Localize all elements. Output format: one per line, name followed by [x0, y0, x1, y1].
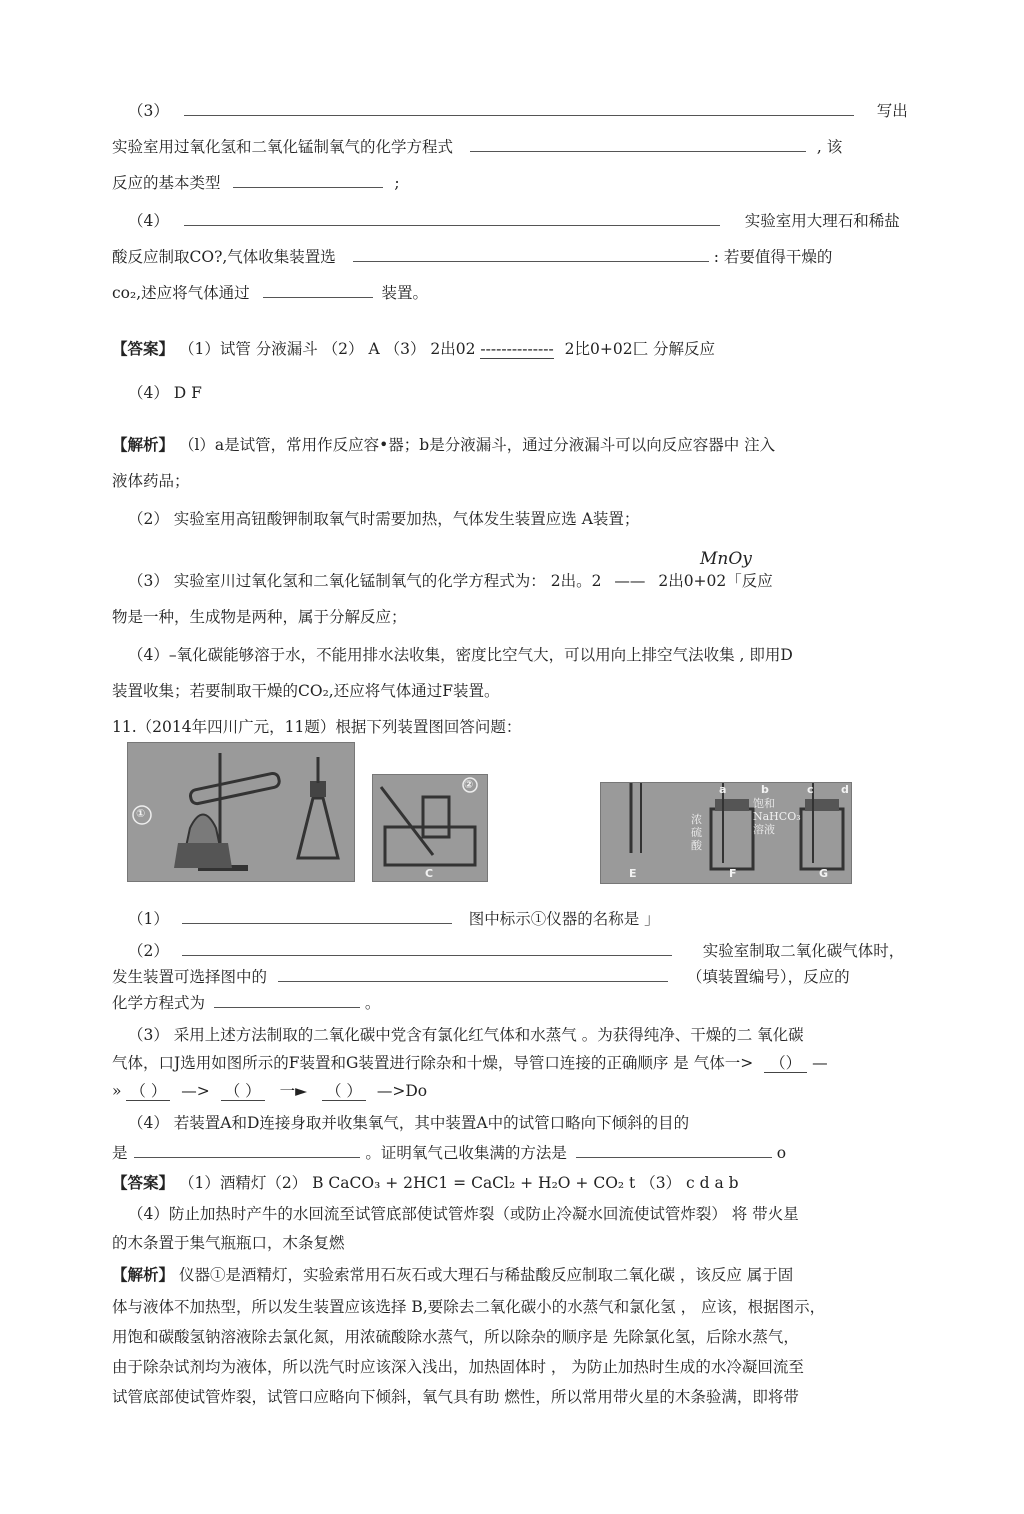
q11-part2-line1 [128, 940, 904, 962]
part-text: 图中标示①仪器的名称是 」 [468, 910, 660, 928]
answer-text: -------------- [480, 340, 554, 358]
analysis-text: 由于除杂试剂均为液体，所以洗气时应该深入浅出，加热固体时 ， 为防止加热时生成的水冷凝回流至 [112, 1358, 804, 1376]
label-f: F [729, 867, 737, 880]
analysis-label: 【解析】 [112, 435, 175, 454]
answer-blank[interactable] [184, 100, 854, 116]
q11-part2-line3 [112, 992, 380, 1014]
q11-analysis-line4 [112, 1356, 804, 1378]
q11-heading [112, 716, 521, 738]
label-saturated-nahco3: 饱和 NaHCO₃ 溶液 [753, 797, 801, 836]
part-text: 写出 [876, 102, 908, 120]
q10-analysis-line1 [112, 434, 775, 456]
q11-part2-line2 [112, 966, 850, 988]
analysis-text: 体与液体不加热型，所以发生装置应该选择 B,要除去二氧化碳小的水蒸气和氯化氢 ， 应该，根据图示， [112, 1298, 826, 1316]
q11-analysis-line1 [112, 1264, 793, 1286]
q10-analysis-line4 [128, 570, 773, 592]
part-text: 反应的基本类型 [112, 174, 221, 192]
analysis-text: （l）a是试管，常用作反应容•器；b是分液漏斗，通过分液漏斗可以向反应容器中 注入 [178, 436, 776, 454]
q11-answer-line2 [128, 1203, 799, 1225]
answer-blank[interactable] [353, 246, 709, 262]
q11-part4-line2 [112, 1142, 786, 1164]
answer-blank[interactable] [263, 282, 373, 298]
part-text: , 该 [816, 138, 843, 156]
part-text: co₂,述应将气体通过 [112, 284, 250, 302]
figure-apparatus-e-f-g [600, 782, 852, 884]
q11-part1 [128, 908, 660, 930]
answer-blank[interactable] [182, 940, 672, 956]
analysis-text: 2出0+02「反应 [658, 572, 773, 590]
q10-answer-line1 [112, 338, 715, 360]
analysis-label: 【解析】 [112, 1265, 175, 1284]
part-number: （4） [128, 212, 169, 230]
label-circle-1: ① [136, 807, 146, 820]
label-circle-2: ② [464, 778, 474, 791]
question-heading: 11.（2014年四川广元，11题）根据下列装置图回答问题： [112, 718, 522, 736]
figure-apparatus-a-b [127, 742, 355, 882]
answer-label: 【答案】 [112, 1173, 175, 1192]
q11-part3-line3 [112, 1080, 427, 1102]
reaction-catalyst [700, 548, 752, 570]
answer-blank[interactable] [233, 172, 383, 188]
answer-blank[interactable] [214, 992, 360, 1008]
apparatus-efg-drawing [601, 783, 851, 883]
answer-slot[interactable]: （ ） [126, 1082, 170, 1101]
q10-part3-line1 [128, 100, 908, 122]
reaction-arrow: —— [614, 572, 646, 590]
answer-blank[interactable] [184, 210, 720, 226]
q10-analysis-line3 [128, 508, 639, 530]
answer-blank[interactable] [182, 908, 452, 924]
part-text: 实验室用过氧化氢和二氧化锰制氧气的化学方程式 [112, 138, 454, 156]
connection-arrow: —> [181, 1082, 210, 1100]
q11-analysis-line2 [112, 1296, 825, 1318]
answer-text: （4）防止加热时产牛的水回流至试管底部使试管炸裂（或防止冷凝水回流使试管炸裂） 将 带火星 [128, 1205, 799, 1223]
q10-analysis-line2 [112, 470, 190, 492]
answer-text: （1）试管 分液漏斗 （2） A （3） 2出02 [178, 340, 476, 358]
part-text: 化学方程式为 [112, 994, 206, 1012]
q11-analysis-line3 [112, 1326, 799, 1348]
part-text: 装置。 [381, 284, 429, 302]
q11-part4-line1 [128, 1112, 689, 1134]
part-text: （4） 若装置A和D连接身取并收集氧气，其中装置A中的试管口略向下倾斜的目的 [128, 1114, 690, 1132]
q10-part4-line1 [128, 210, 900, 232]
q10-part4-line3 [112, 282, 428, 304]
q10-part4-line2 [112, 246, 832, 268]
label-c-tube: c [807, 783, 814, 796]
catalyst-formula: MnOy [700, 549, 752, 569]
q11-answer-line3 [112, 1232, 345, 1254]
analysis-text: 装置收集；若要制取干燥的CO₂,还应将气体通过F装置。 [112, 682, 500, 700]
part-text: : 若要值得干燥的 [713, 248, 833, 266]
analysis-text: （2） 实验室用高钮酸钾制取氧气时需要加热，气体发生装置应选 A装置； [128, 510, 640, 528]
label-g: G [819, 867, 829, 880]
part-text: （3） 采用上述方法制取的二氧化碳中党含有氯化红气体和水蒸气 。为获得纯净、干燥的二 氧化碳 [128, 1026, 804, 1044]
q11-answer-line1 [112, 1172, 739, 1194]
q10-part3-line3 [112, 172, 400, 194]
part-number: （3） [128, 102, 169, 120]
part-number: （2） [128, 942, 169, 960]
part-text: 实验室制取二氧化碳气体时， [702, 942, 905, 960]
answer-blank[interactable] [134, 1142, 360, 1158]
part-text: ; [394, 174, 400, 192]
part-text: o [776, 1144, 787, 1162]
answer-text: （1）酒精灯（2） B CaCO₃ + 2HC1 = CaCl₂ + H₂O + CO₂ t （3） c d a b [178, 1174, 739, 1192]
q10-part3-line2 [112, 136, 842, 158]
part-number: （1） [128, 910, 169, 928]
answer-text: 2比0+02匚 分解反应 [564, 340, 716, 358]
apparatus-a-b-drawing [128, 743, 354, 881]
analysis-text: 用饱和碳酸氢钠溶液除去氯化氮，用浓硫酸除水蒸气，所以除杂的顺序是 先除氯化氢，后除水蒸气， [112, 1328, 799, 1346]
part-text: （填装置编号），反应的 [686, 968, 850, 986]
part-text: 。证明氧气己收集满的方法是 [365, 1144, 567, 1162]
label-c: C [425, 867, 434, 880]
connection-arrow: —>Do [376, 1082, 428, 1100]
analysis-text: 试管底部使试管炸裂，试管口应略向下倾斜，氧气具有助 燃性，所以常用带火星的木条验满，即将带 [112, 1388, 799, 1406]
answer-blank[interactable] [470, 136, 806, 152]
part-text: 实验室用大理石和稀盐 [744, 212, 900, 230]
part-text: 气体，口J选用如图所示的F装置和G装置进行除杂和十燥，导管口连接的正确顺序 是 气体一> [112, 1054, 754, 1072]
answer-blank[interactable] [278, 966, 668, 982]
analysis-text: 物是一种，生成物是两种，属于分解反应； [112, 608, 407, 626]
label-concentrated-sulfuric-acid: 浓 硫 酸 [691, 813, 702, 852]
connection-arrow: » [112, 1082, 122, 1100]
q10-answer-line2 [128, 382, 202, 404]
part-text: 发生装置可选择图中的 [112, 968, 268, 986]
figure-apparatus-c [372, 774, 488, 882]
answer-text: 的木条置于集气瓶瓶口，木条复燃 [112, 1234, 345, 1252]
answer-label: 【答案】 [112, 339, 175, 358]
q10-analysis-line5 [112, 606, 407, 628]
q10-analysis-line7 [112, 680, 499, 702]
part-text: 。 [364, 994, 381, 1012]
connection-arrow: 一► [279, 1082, 308, 1100]
q11-part3-line2 [112, 1052, 828, 1074]
part-text: 是 [112, 1144, 128, 1162]
analysis-text: 仪器①是酒精灯，实验索常用石灰石或大理石与稀盐酸反应制取二氧化碳 ，该反应 属于固 [178, 1266, 794, 1284]
part-text: 酸反应制取CO?,气体收集装置选 [112, 248, 336, 266]
q10-analysis-line6 [128, 644, 793, 666]
q11-part3-line1 [128, 1024, 804, 1046]
label-e: E [629, 867, 637, 880]
analysis-text: 液体药品； [112, 472, 190, 490]
answer-slot[interactable]: （ ） [221, 1082, 265, 1101]
connection-arrow: — [812, 1054, 828, 1072]
analysis-text: （3） 实验室川过氧化氢和二氧化锰制氧气的化学方程式为： 2出。2 [128, 572, 602, 590]
label-d: d [841, 783, 849, 796]
label-a: a [719, 783, 727, 796]
answer-blank[interactable] [576, 1142, 772, 1158]
analysis-text: （4）–氧化碳能够溶于水，不能用排水法收集，密度比空气大，可以用向上排空气法收集 , 即用D [128, 646, 793, 664]
label-b: b [761, 783, 769, 796]
answer-slot[interactable]: （ ） [322, 1082, 366, 1101]
answer-text: （4） D F [128, 384, 202, 402]
q11-analysis-line5 [112, 1386, 799, 1408]
answer-slot[interactable]: （） [764, 1054, 807, 1073]
